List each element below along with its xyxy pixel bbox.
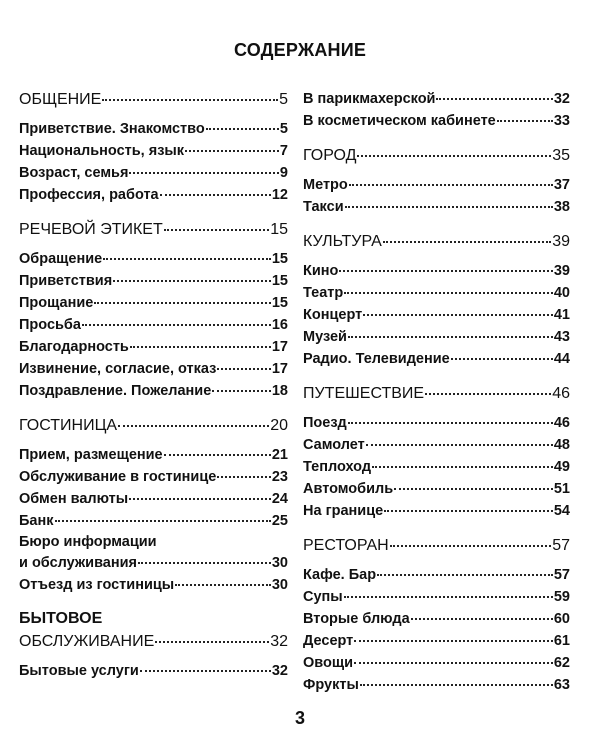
- toc-entry-label: Теплоход: [303, 459, 372, 475]
- toc-page-number: 32: [270, 633, 288, 650]
- dot-leader: [349, 184, 553, 186]
- toc-section-gorod: [303, 144, 570, 218]
- toc-entry-label: Благодарность: [19, 339, 129, 355]
- toc-page-number: 54: [553, 503, 570, 519]
- dot-leader: [217, 368, 271, 370]
- dot-leader: [357, 155, 551, 157]
- toc-entry[interactable]: [19, 270, 288, 292]
- toc-entry[interactable]: [19, 140, 288, 162]
- toc-entry-label: Музей: [303, 329, 347, 345]
- toc-page-number: 20: [270, 417, 288, 434]
- toc-section-restoran: [303, 534, 570, 696]
- toc-section-heading[interactable]: [303, 534, 570, 558]
- toc-entry-label: Супы: [303, 589, 343, 605]
- toc-page-number: 39: [552, 233, 570, 250]
- toc-entry[interactable]: [303, 500, 570, 522]
- toc-entry[interactable]: [19, 574, 288, 596]
- toc-entry-label: Бытовые услуги: [19, 663, 139, 679]
- toc-page-number: 57: [553, 567, 570, 583]
- toc-entry[interactable]: [19, 336, 288, 358]
- toc-page-number: 24: [271, 491, 288, 507]
- dot-leader: [113, 280, 271, 282]
- dot-leader: [130, 346, 271, 348]
- toc-page-number: 15: [271, 295, 288, 311]
- toc-page-number: 7: [279, 143, 288, 159]
- dot-leader: [55, 520, 271, 522]
- dot-leader: [164, 229, 269, 231]
- toc-entry-label: и обслуживания: [19, 555, 138, 571]
- toc-entry[interactable]: [303, 412, 570, 434]
- toc-entry[interactable]: [303, 196, 570, 218]
- dot-leader: [102, 99, 278, 101]
- dot-leader: [390, 545, 552, 547]
- toc-entry-label: На границе: [303, 503, 384, 519]
- toc-entry-multiline[interactable]: [19, 532, 288, 574]
- toc-entry-label: Профессия, работа: [19, 187, 159, 203]
- toc-entry-label: Такси: [303, 199, 344, 215]
- toc-entry-label: Кафе. Бар: [303, 567, 377, 583]
- toc-page-number: 32: [271, 663, 288, 679]
- dot-leader: [451, 358, 553, 360]
- toc-entry[interactable]: [19, 488, 288, 510]
- toc-page-number: 39: [553, 263, 570, 279]
- toc-entry[interactable]: [19, 466, 288, 488]
- dot-leader: [394, 488, 553, 490]
- toc-section-gostinica: [19, 414, 288, 596]
- toc-page-number: 40: [553, 285, 570, 301]
- page-number: 3: [294, 708, 305, 728]
- toc-entry[interactable]: [303, 110, 570, 132]
- toc-entry[interactable]: [19, 510, 288, 532]
- dot-leader: [175, 584, 271, 586]
- toc-section-heading[interactable]: [19, 608, 288, 654]
- toc-page-number: 23: [271, 469, 288, 485]
- dot-leader: [354, 662, 553, 664]
- toc-entry[interactable]: [303, 630, 570, 652]
- dot-leader: [103, 258, 271, 260]
- toc-entry-label: Банк: [19, 513, 54, 529]
- toc-entry-label: Обмен валюты: [19, 491, 129, 507]
- toc-entry-label: Бюро информации: [19, 534, 157, 550]
- dot-leader: [129, 172, 278, 174]
- toc-page-number: 63: [553, 677, 570, 693]
- toc-section-bytovoe-continued: [303, 88, 570, 132]
- toc-section-heading[interactable]: [303, 230, 570, 254]
- toc-entry[interactable]: [303, 478, 570, 500]
- toc-entry-label: Приветствие. Знакомство: [19, 121, 205, 137]
- dot-leader: [383, 241, 551, 243]
- toc-heading-label: ПУТЕШЕСТВИЕ: [303, 385, 425, 402]
- dot-leader: [155, 641, 269, 643]
- toc-entry[interactable]: [303, 260, 570, 282]
- toc-entry-label: Концерт: [303, 307, 363, 323]
- toc-entry[interactable]: [303, 88, 570, 110]
- toc-entry[interactable]: [303, 434, 570, 456]
- toc-section-heading[interactable]: [19, 414, 288, 438]
- toc-section-heading[interactable]: [19, 88, 288, 112]
- toc-entry-label: Театр: [303, 285, 344, 301]
- toc-heading-label: ОБСЛУЖИВАНИЕ: [19, 633, 155, 650]
- toc-page-number: 41: [553, 307, 570, 323]
- toc-entry[interactable]: [19, 444, 288, 466]
- dot-leader: [425, 393, 551, 395]
- toc-entry[interactable]: [303, 564, 570, 586]
- toc-section-obshchenie: [19, 88, 288, 206]
- dot-leader: [82, 324, 271, 326]
- toc-section-bytovoe: [19, 608, 288, 682]
- dot-leader: [384, 510, 553, 512]
- toc-entry[interactable]: [303, 674, 570, 696]
- dot-leader: [118, 425, 269, 427]
- toc-entry[interactable]: [303, 304, 570, 326]
- toc-entry-label: Вторые блюда: [303, 611, 410, 627]
- dot-leader: [348, 422, 553, 424]
- toc-page-number: 51: [553, 481, 570, 497]
- toc-entry[interactable]: [19, 162, 288, 184]
- toc-page-number: 37: [553, 177, 570, 193]
- dot-leader: [360, 684, 553, 686]
- dot-leader: [366, 444, 553, 446]
- toc-page-number: 30: [271, 577, 288, 593]
- toc-entry-label: Поздравление. Пожелание: [19, 383, 212, 399]
- toc-entry-label: Отъезд из гостиницы: [19, 577, 175, 593]
- toc-heading-label: ГОРОД: [303, 147, 357, 164]
- dot-leader: [160, 194, 271, 196]
- toc-page-number: 16: [271, 317, 288, 333]
- toc-entry-label: Овощи: [303, 655, 354, 671]
- dot-leader: [129, 498, 271, 500]
- toc-entry-label: Национальность, язык: [19, 143, 185, 159]
- toc-page-number: 46: [552, 385, 570, 402]
- toc-entry[interactable]: [19, 380, 288, 402]
- toc-entry-label: Возраст, семья: [19, 165, 129, 181]
- toc-page-number: 25: [271, 513, 288, 529]
- toc-entry-label: Прием, размещение: [19, 447, 163, 463]
- toc-entry[interactable]: [19, 292, 288, 314]
- dot-leader: [497, 120, 553, 122]
- toc-entry-continuation: [19, 552, 288, 574]
- toc-heading-label: РЕСТОРАН: [303, 537, 389, 554]
- toc-page-number: 35: [552, 147, 570, 164]
- toc-page-number: 48: [553, 437, 570, 453]
- toc-entry[interactable]: [19, 118, 288, 140]
- toc-page-number: 12: [271, 187, 288, 203]
- toc-page-number: 15: [271, 251, 288, 267]
- toc-entry-label: Прощание: [19, 295, 94, 311]
- toc-entry[interactable]: [19, 660, 288, 682]
- toc-page-number: 46: [553, 415, 570, 431]
- toc-page-number: 61: [553, 633, 570, 649]
- dot-leader: [344, 292, 553, 294]
- toc-entry-label: Самолет: [303, 437, 365, 453]
- toc-entry[interactable]: [303, 282, 570, 304]
- dot-leader: [354, 640, 553, 642]
- toc-entry[interactable]: [303, 608, 570, 630]
- toc-page-number: 49: [553, 459, 570, 475]
- toc-heading-label: ГОСТИНИЦА: [19, 417, 118, 434]
- toc-page-number: 57: [552, 537, 570, 554]
- toc-entry[interactable]: [303, 348, 570, 370]
- toc-page-number: 44: [553, 351, 570, 367]
- toc-section-etiket: [19, 218, 288, 402]
- dot-leader: [140, 670, 271, 672]
- toc-page-number: 38: [553, 199, 570, 215]
- toc-entry[interactable]: [303, 456, 570, 478]
- toc-page-number: 15: [270, 221, 288, 238]
- toc-page-number: 62: [553, 655, 570, 671]
- toc-entry-label: Радио. Телевидение: [303, 351, 450, 367]
- toc-entry-label: В парикмахерской: [303, 91, 436, 107]
- toc-entry-label: Поезд: [303, 415, 347, 431]
- toc-entry-label: Извинение, согласие, отказ: [19, 361, 217, 377]
- dot-leader: [411, 618, 553, 620]
- toc-heading-continuation: [19, 630, 288, 654]
- toc-section-heading[interactable]: [303, 144, 570, 168]
- toc-entry-label: Приветствия: [19, 273, 113, 289]
- toc-section-puteshestvie: [303, 382, 570, 522]
- toc-entry-label: Фрукты: [303, 677, 359, 693]
- toc-page-number: 60: [553, 611, 570, 627]
- toc-entry[interactable]: [303, 586, 570, 608]
- toc-entry-label: Обращение: [19, 251, 103, 267]
- dot-leader: [217, 476, 271, 478]
- toc-heading-label: КУЛЬТУРА: [303, 233, 382, 250]
- toc-page-number: 15: [271, 273, 288, 289]
- dot-leader: [377, 574, 553, 576]
- toc-page-number: 5: [279, 121, 288, 137]
- toc-entry[interactable]: [303, 326, 570, 348]
- toc-right-column: [303, 88, 570, 708]
- dot-leader: [206, 128, 279, 130]
- toc-page-number: 43: [553, 329, 570, 345]
- toc-section-heading[interactable]: [303, 382, 570, 406]
- dot-leader: [164, 454, 271, 456]
- toc-entry[interactable]: [19, 358, 288, 380]
- toc-entry[interactable]: [19, 184, 288, 206]
- dot-leader: [372, 466, 553, 468]
- toc-entry[interactable]: [303, 652, 570, 674]
- toc-page-number: 32: [553, 91, 570, 107]
- dot-leader: [138, 562, 271, 564]
- toc-entry-label: Просьба: [19, 317, 81, 333]
- dot-leader: [436, 98, 552, 100]
- dot-leader: [344, 596, 553, 598]
- toc-entry-label: Десерт: [303, 633, 354, 649]
- page-title: СОДЕРЖАНИЕ: [233, 40, 367, 60]
- toc-page-number: 59: [553, 589, 570, 605]
- toc-entry-label: В косметическом кабинете: [303, 113, 496, 129]
- toc-heading-label: РЕЧЕВОЙ ЭТИКЕТ: [19, 221, 163, 238]
- toc-page-number: 17: [271, 339, 288, 355]
- toc-entry-label: Обслуживание в гостинице: [19, 469, 217, 485]
- toc-page-number: 5: [279, 91, 288, 108]
- toc-page-number: 21: [271, 447, 288, 463]
- toc-heading-label: ОБЩЕНИЕ: [19, 91, 102, 108]
- toc-left-column: [19, 88, 288, 694]
- dot-leader: [348, 336, 553, 338]
- toc-section-heading[interactable]: [19, 218, 288, 242]
- toc-page-number: 30: [271, 555, 288, 571]
- toc-entry-label: Кино: [303, 263, 339, 279]
- toc-entry-label: Метро: [303, 177, 348, 193]
- toc-page-number: 9: [279, 165, 288, 181]
- toc-page-number: 17: [271, 361, 288, 377]
- toc-entry[interactable]: [19, 314, 288, 336]
- dot-leader: [185, 150, 279, 152]
- toc-page-number: 18: [271, 383, 288, 399]
- dot-leader: [345, 206, 553, 208]
- toc-entry[interactable]: [19, 248, 288, 270]
- dot-leader: [363, 314, 553, 316]
- toc-heading-label: БЫТОВОЕ: [19, 610, 103, 627]
- dot-leader: [339, 270, 552, 272]
- toc-section-kultura: [303, 230, 570, 370]
- toc-page-number: 33: [553, 113, 570, 129]
- toc-entry-label: Автомобиль: [303, 481, 394, 497]
- dot-leader: [212, 390, 271, 392]
- dot-leader: [94, 302, 271, 304]
- toc-entry[interactable]: [303, 174, 570, 196]
